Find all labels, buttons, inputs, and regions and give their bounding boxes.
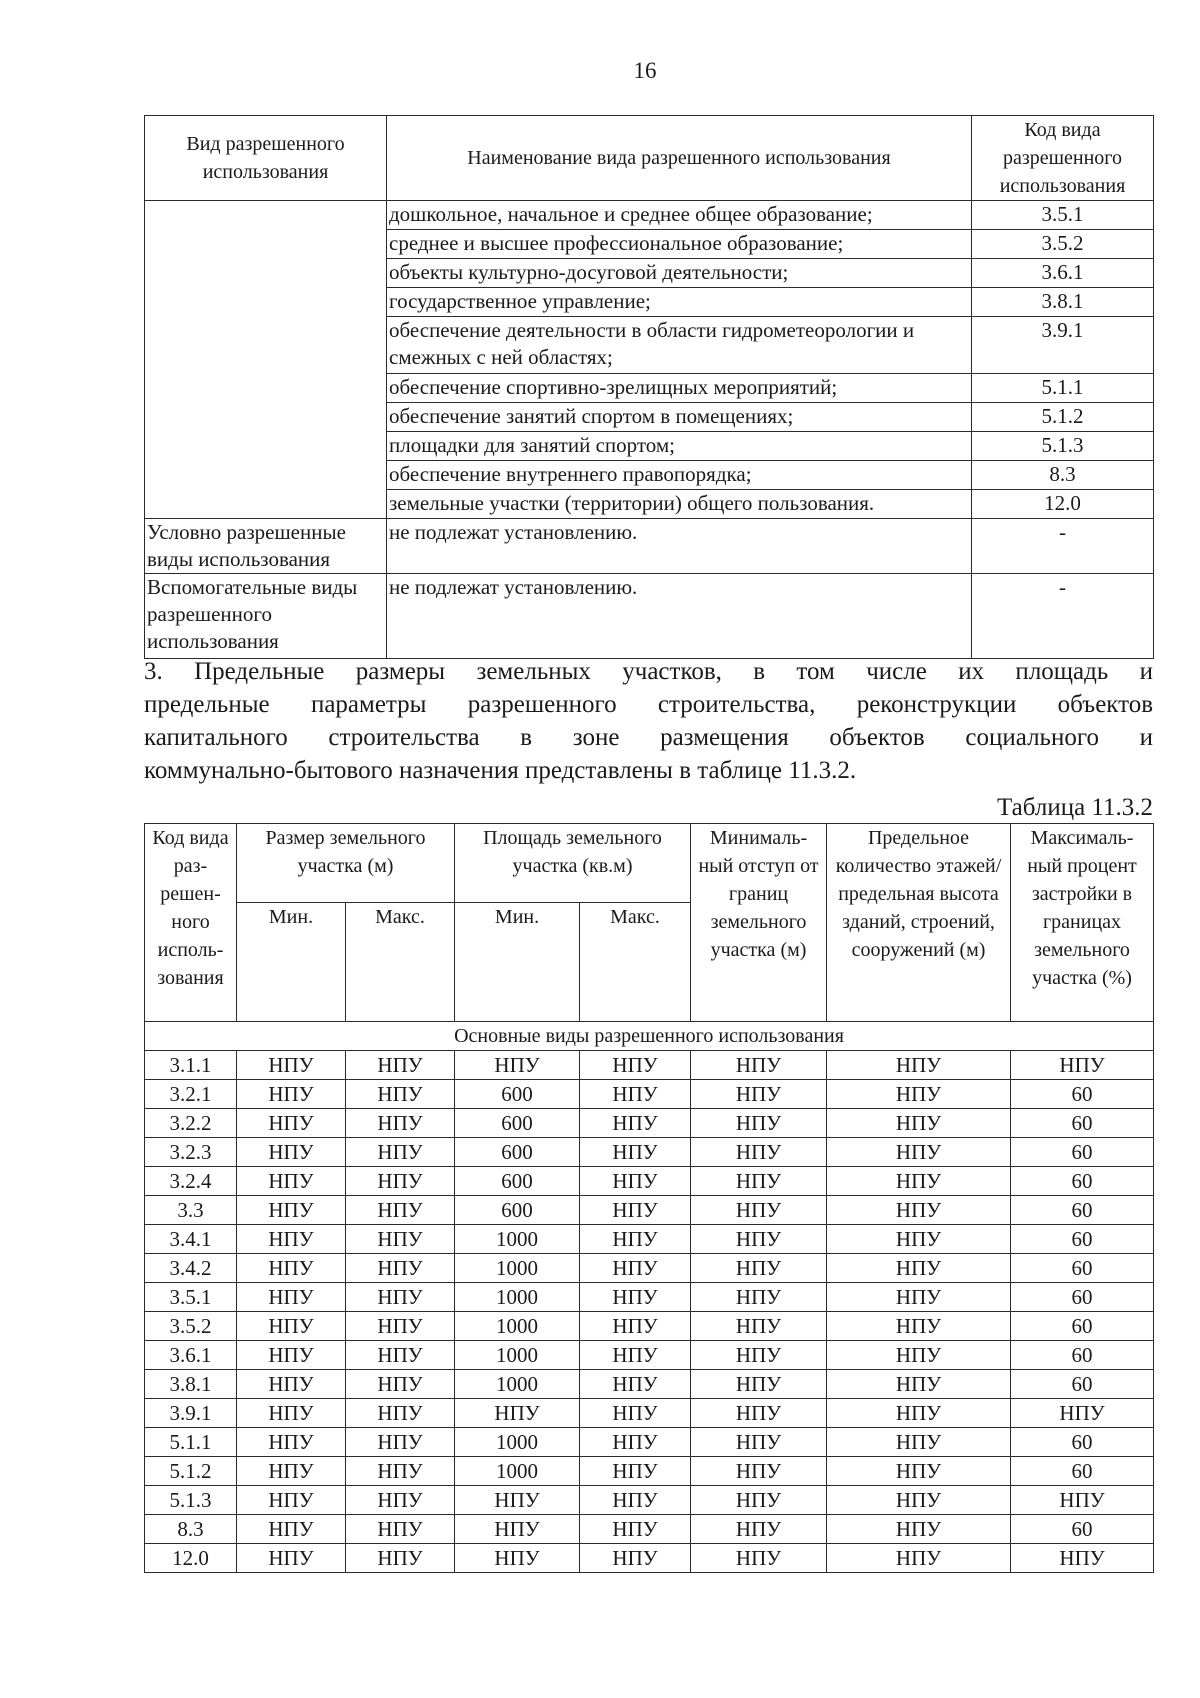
cell-area-max: НПУ (580, 1544, 691, 1573)
cell-size-min: НПУ (237, 1051, 346, 1080)
cell-area-max: НПУ (580, 1225, 691, 1254)
cell-code: 3.3 (145, 1196, 237, 1225)
cell-size-max: НПУ (346, 1515, 455, 1544)
cell-floors: НПУ (827, 1341, 1011, 1370)
use-code: 12.0 (972, 490, 1154, 519)
cell-code: 3.1.1 (145, 1051, 237, 1080)
cell-setback: НПУ (691, 1167, 827, 1196)
cell-size-max: НПУ (346, 1080, 455, 1109)
use-code: 3.8.1 (972, 288, 1154, 317)
cell-setback: НПУ (691, 1196, 827, 1225)
cell-setback: НПУ (691, 1457, 827, 1486)
cell-area-max: НПУ (580, 1109, 691, 1138)
header-code: Код вида разрешенного использования (972, 116, 1154, 201)
auxiliary-kind: Вспомогательные виды разрешенного использования (145, 574, 387, 659)
cell-setback: НПУ (691, 1051, 827, 1080)
cell-size-max: НПУ (346, 1051, 455, 1080)
cell-size-max: НПУ (346, 1254, 455, 1283)
cell-floors: НПУ (827, 1080, 1011, 1109)
cell-floors: НПУ (827, 1051, 1011, 1080)
use-code: 3.6.1 (972, 259, 1154, 288)
permitted-use-table (144, 115, 1154, 659)
cell-setback: НПУ (691, 1515, 827, 1544)
cell-area-max: НПУ (580, 1196, 691, 1225)
cell-size-max: НПУ (346, 1544, 455, 1573)
use-code: 5.1.2 (972, 403, 1154, 432)
cell-code: 3.2.2 (145, 1109, 237, 1138)
cell-size-min: НПУ (237, 1370, 346, 1399)
cell-coverage: 60 (1011, 1109, 1154, 1138)
cell-setback: НПУ (691, 1370, 827, 1399)
table-row (145, 1109, 1154, 1138)
paragraph-line: предельные параметры разрешенного строительства, реконструкции объектов (144, 691, 1153, 718)
cell-size-min: НПУ (237, 1544, 346, 1573)
table-row (145, 1283, 1154, 1312)
table-row (145, 1486, 1154, 1515)
limits-paragraph (144, 655, 1153, 787)
main-use-kind-cell (145, 201, 387, 519)
header-kind: Вид разрешенного использования (145, 116, 387, 201)
table-row (145, 1254, 1154, 1283)
cell-area-min: НПУ (455, 1515, 580, 1544)
cell-coverage: 60 (1011, 1254, 1154, 1283)
cell-size-max: НПУ (346, 1428, 455, 1457)
cell-area-max: НПУ (580, 1080, 691, 1109)
use-code: 5.1.1 (972, 374, 1154, 403)
cell-coverage: НПУ (1011, 1544, 1154, 1573)
cell-floors: НПУ (827, 1196, 1011, 1225)
cell-floors: НПУ (827, 1399, 1011, 1428)
cell-size-min: НПУ (237, 1486, 346, 1515)
use-name: земельные участки (территории) общего пользования. (387, 490, 972, 519)
cell-floors: НПУ (827, 1544, 1011, 1573)
table2-header-row (145, 824, 1154, 903)
header-name: Наименование вида разрешенного использования (387, 116, 972, 201)
table-row (145, 1138, 1154, 1167)
table-row (145, 1080, 1154, 1109)
cell-setback: НПУ (691, 1428, 827, 1457)
limits-table (144, 823, 1154, 1573)
cell-code: 5.1.3 (145, 1486, 237, 1515)
table1-body (145, 201, 1154, 659)
cell-size-max: НПУ (346, 1167, 455, 1196)
conditional-code: - (972, 519, 1154, 574)
use-name: обеспечение спортивно-зрелищных мероприятий; (387, 374, 972, 403)
cell-area-min: 600 (455, 1196, 580, 1225)
cell-coverage: 60 (1011, 1312, 1154, 1341)
cell-area-max: НПУ (580, 1167, 691, 1196)
header-size-min: Мин. (237, 903, 346, 1022)
cell-size-min: НПУ (237, 1225, 346, 1254)
page-number: 16 (633, 58, 657, 83)
use-name: обеспечение деятельности в области гидрометеорологии и смежных с ней областях; (387, 317, 972, 374)
use-name: среднее и высшее профессиональное образование; (387, 230, 972, 259)
cell-floors: НПУ (827, 1167, 1011, 1196)
cell-size-min: НПУ (237, 1138, 346, 1167)
cell-area-max: НПУ (580, 1138, 691, 1167)
table-row (145, 1167, 1154, 1196)
use-code: 3.5.2 (972, 230, 1154, 259)
cell-area-min: НПУ (455, 1486, 580, 1515)
cell-code: 8.3 (145, 1515, 237, 1544)
section-row (145, 1022, 1154, 1051)
table-row (145, 1312, 1154, 1341)
cell-code: 5.1.1 (145, 1428, 237, 1457)
cell-area-max: НПУ (580, 1370, 691, 1399)
cell-coverage: 60 (1011, 1283, 1154, 1312)
cell-size-max: НПУ (346, 1486, 455, 1515)
use-code: 5.1.3 (972, 432, 1154, 461)
cell-area-min: 1000 (455, 1254, 580, 1283)
cell-setback: НПУ (691, 1109, 827, 1138)
auxiliary-code: - (972, 574, 1154, 659)
cell-size-min: НПУ (237, 1457, 346, 1486)
cell-area-max: НПУ (580, 1515, 691, 1544)
cell-size-min: НПУ (237, 1515, 346, 1544)
cell-area-min: 1000 (455, 1457, 580, 1486)
cell-size-max: НПУ (346, 1457, 455, 1486)
table-row (145, 1051, 1154, 1080)
table2-body (145, 1022, 1154, 1573)
cell-coverage: 60 (1011, 1341, 1154, 1370)
cell-coverage: 60 (1011, 1370, 1154, 1399)
cell-area-min: НПУ (455, 1399, 580, 1428)
cell-size-min: НПУ (237, 1283, 346, 1312)
cell-code: 3.2.1 (145, 1080, 237, 1109)
cell-coverage: 60 (1011, 1515, 1154, 1544)
paragraph-line: капитального строительства в зоне размещения объектов социального и (144, 724, 1153, 751)
cell-setback: НПУ (691, 1138, 827, 1167)
cell-area-max: НПУ (580, 1283, 691, 1312)
cell-floors: НПУ (827, 1225, 1011, 1254)
use-code: 8.3 (972, 461, 1154, 490)
cell-setback: НПУ (691, 1254, 827, 1283)
cell-coverage: 60 (1011, 1457, 1154, 1486)
cell-coverage: НПУ (1011, 1051, 1154, 1080)
cell-coverage: 60 (1011, 1138, 1154, 1167)
use-name: государственное управление; (387, 288, 972, 317)
cell-floors: НПУ (827, 1515, 1011, 1544)
cell-area-max: НПУ (580, 1428, 691, 1457)
header-coverage: Максималь-ный процент застройки в границах земельного участка (%) (1011, 824, 1154, 1022)
cell-coverage: НПУ (1011, 1399, 1154, 1428)
cell-setback: НПУ (691, 1225, 827, 1254)
cell-size-max: НПУ (346, 1138, 455, 1167)
auxiliary-name: не подлежат установлению. (387, 574, 972, 659)
use-code: 3.5.1 (972, 201, 1154, 230)
paragraph-line: 3. Предельные размеры земельных участков, в том числе их площадь и (144, 658, 1153, 685)
header-area: Площадь земельного участка (кв.м) (455, 824, 691, 903)
cell-area-max: НПУ (580, 1312, 691, 1341)
cell-setback: НПУ (691, 1283, 827, 1312)
auxiliary-row (145, 574, 1154, 659)
cell-area-max: НПУ (580, 1051, 691, 1080)
table-row (145, 1225, 1154, 1254)
use-name: обеспечение занятий спортом в помещениях; (387, 403, 972, 432)
cell-size-min: НПУ (237, 1312, 346, 1341)
table-row (145, 1370, 1154, 1399)
cell-coverage: 60 (1011, 1167, 1154, 1196)
cell-setback: НПУ (691, 1312, 827, 1341)
table-caption: Таблица 11.3.2 (997, 794, 1153, 821)
cell-coverage: 60 (1011, 1225, 1154, 1254)
cell-size-min: НПУ (237, 1080, 346, 1109)
cell-size-max: НПУ (346, 1109, 455, 1138)
cell-area-min: 600 (455, 1109, 580, 1138)
cell-size-min: НПУ (237, 1399, 346, 1428)
cell-area-min: НПУ (455, 1544, 580, 1573)
cell-area-min: 600 (455, 1167, 580, 1196)
header-code: Код вида раз-решен-ного исполь-зования (145, 824, 237, 1022)
cell-size-min: НПУ (237, 1428, 346, 1457)
cell-area-min: 1000 (455, 1312, 580, 1341)
cell-size-max: НПУ (346, 1399, 455, 1428)
use-code: 3.9.1 (972, 317, 1154, 374)
cell-area-min: 1000 (455, 1428, 580, 1457)
cell-size-min: НПУ (237, 1167, 346, 1196)
table1-header-row (145, 116, 1154, 201)
section-title: Основные виды разрешенного использования (145, 1022, 1154, 1051)
table-row (145, 1544, 1154, 1573)
cell-size-max: НПУ (346, 1312, 455, 1341)
main-use-row (145, 201, 1154, 230)
cell-area-min: 1000 (455, 1283, 580, 1312)
cell-size-min: НПУ (237, 1109, 346, 1138)
cell-code: 3.4.1 (145, 1225, 237, 1254)
cell-coverage: 60 (1011, 1080, 1154, 1109)
cell-floors: НПУ (827, 1109, 1011, 1138)
cell-setback: НПУ (691, 1399, 827, 1428)
cell-coverage: НПУ (1011, 1486, 1154, 1515)
use-name: обеспечение внутреннего правопорядка; (387, 461, 972, 490)
use-name: объекты культурно-досуговой деятельности; (387, 259, 972, 288)
cell-area-min: 1000 (455, 1370, 580, 1399)
header-floors: Предельное количество этажей/ предельная высота зданий, строений, сооружений (м) (827, 824, 1011, 1022)
cell-area-max: НПУ (580, 1341, 691, 1370)
use-name: дошкольное, начальное и среднее общее образование; (387, 201, 972, 230)
cell-size-min: НПУ (237, 1196, 346, 1225)
header-size: Размер земельного участка (м) (237, 824, 455, 903)
cell-area-max: НПУ (580, 1399, 691, 1428)
cell-area-max: НПУ (580, 1486, 691, 1515)
cell-floors: НПУ (827, 1370, 1011, 1399)
table-row (145, 1341, 1154, 1370)
cell-size-max: НПУ (346, 1370, 455, 1399)
cell-size-max: НПУ (346, 1341, 455, 1370)
cell-area-max: НПУ (580, 1254, 691, 1283)
table-row (145, 1196, 1154, 1225)
cell-floors: НПУ (827, 1312, 1011, 1341)
cell-setback: НПУ (691, 1544, 827, 1573)
cell-floors: НПУ (827, 1138, 1011, 1167)
header-area-max: Макс. (580, 903, 691, 1022)
cell-code: 3.5.1 (145, 1283, 237, 1312)
header-setback: Минималь-ный отступ от границ земельного участка (м) (691, 824, 827, 1022)
cell-code: 3.4.2 (145, 1254, 237, 1283)
cell-floors: НПУ (827, 1457, 1011, 1486)
cell-size-min: НПУ (237, 1341, 346, 1370)
table-row (145, 1428, 1154, 1457)
cell-area-max: НПУ (580, 1457, 691, 1486)
cell-size-max: НПУ (346, 1225, 455, 1254)
conditional-name: не подлежат установлению. (387, 519, 972, 574)
cell-area-min: 1000 (455, 1225, 580, 1254)
cell-area-min: 600 (455, 1138, 580, 1167)
cell-floors: НПУ (827, 1428, 1011, 1457)
cell-code: 3.2.4 (145, 1167, 237, 1196)
conditional-kind: Условно разрешенные виды использования (145, 519, 387, 574)
cell-setback: НПУ (691, 1486, 827, 1515)
table-row (145, 1457, 1154, 1486)
cell-area-min: 1000 (455, 1341, 580, 1370)
cell-code: 3.9.1 (145, 1399, 237, 1428)
cell-area-min: НПУ (455, 1051, 580, 1080)
cell-coverage: 60 (1011, 1428, 1154, 1457)
cell-code: 3.5.2 (145, 1312, 237, 1341)
cell-setback: НПУ (691, 1080, 827, 1109)
header-area-min: Мин. (455, 903, 580, 1022)
header-size-max: Макс. (346, 903, 455, 1022)
paragraph-line: коммунально-бытового назначения представлены в таблице 11.3.2. (144, 757, 857, 784)
table-row (145, 1399, 1154, 1428)
cell-floors: НПУ (827, 1254, 1011, 1283)
cell-coverage: 60 (1011, 1196, 1154, 1225)
conditional-row (145, 519, 1154, 574)
cell-code: 5.1.2 (145, 1457, 237, 1486)
cell-code: 3.8.1 (145, 1370, 237, 1399)
cell-size-min: НПУ (237, 1254, 346, 1283)
cell-area-min: 600 (455, 1080, 580, 1109)
cell-size-max: НПУ (346, 1196, 455, 1225)
cell-floors: НПУ (827, 1283, 1011, 1312)
table-row (145, 1515, 1154, 1544)
cell-floors: НПУ (827, 1486, 1011, 1515)
cell-code: 12.0 (145, 1544, 237, 1573)
cell-size-max: НПУ (346, 1283, 455, 1312)
cell-setback: НПУ (691, 1341, 827, 1370)
cell-code: 3.2.3 (145, 1138, 237, 1167)
use-name: площадки для занятий спортом; (387, 432, 972, 461)
cell-code: 3.6.1 (145, 1341, 237, 1370)
